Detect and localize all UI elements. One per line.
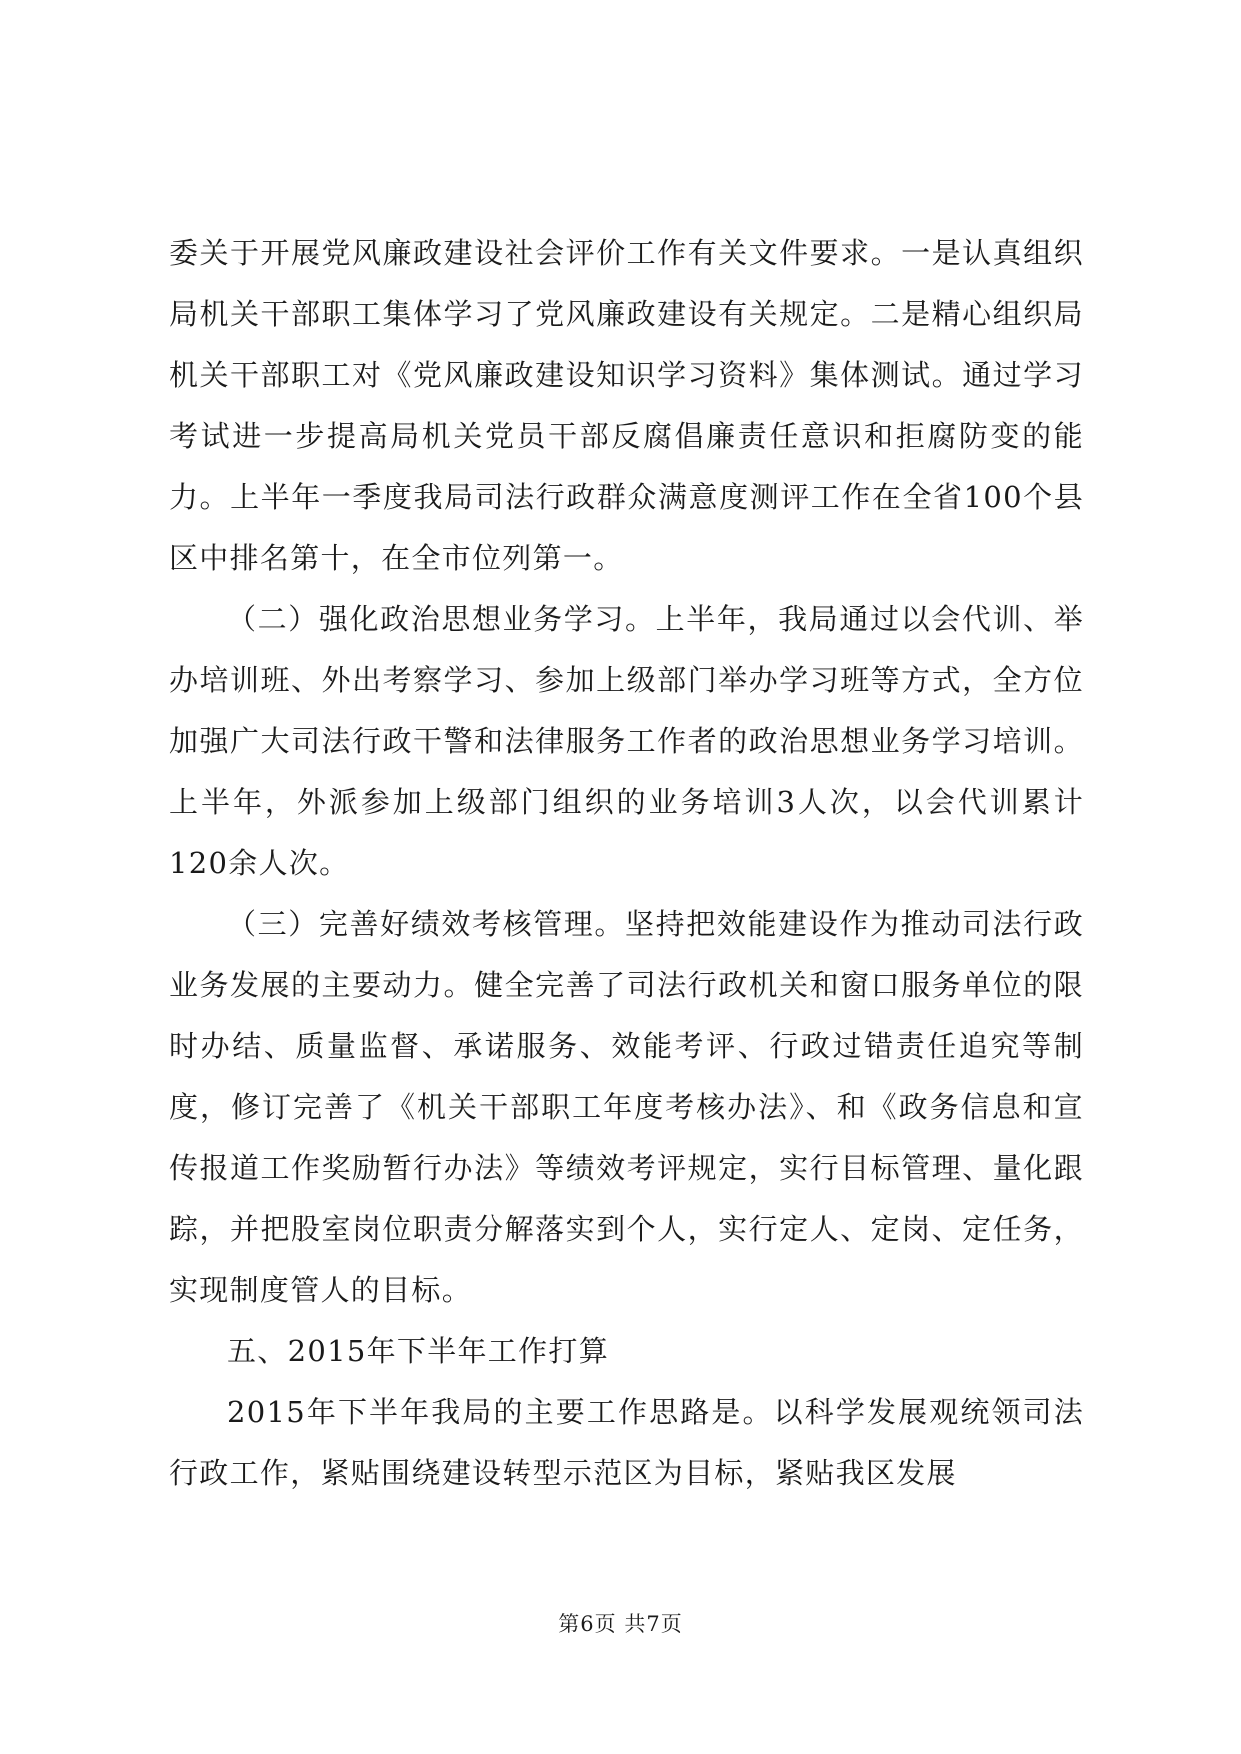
paragraph-party-conduct-evaluation: 委关于开展党风廉政建设社会评价工作有关文件要求。一是认真组织局机关干部职工集体学习了党风廉政建设有关规定。二是精心组织局机关干部职工对《党风廉政建设知识学习资料》集体测试。通过学习考试进一步提高局机关党员干部反腐倡廉责任意识和拒腐防变的能力。上半年一季度我局司法行政群众满意度测评工作在全省100个县区中排名第十，在全市位列第一。 xyxy=(169,236,1084,575)
section-heading-second-half-plan: 五、2015年下半年工作打算 xyxy=(227,1334,610,1368)
paragraph-work-approach: 2015年下半年我局的主要工作思路是。以科学发展观统领司法行政工作，紧贴围绕建设转型示范区为目标，紧贴我区发展 xyxy=(169,1395,1084,1490)
page-number-footer: 第6页 共7页 xyxy=(558,1612,683,1636)
document-body xyxy=(169,223,1084,1504)
paragraph-political-study: （二）强化政治思想业务学习。上半年，我局通过以会代训、举办培训班、外出考察学习、参加上级部门举办学习班等方式，全方位加强广大司法行政干警和法律服务工作者的政治思想业务学习培训。上半年，外派参加上级部门组织的业务培训3人次，以会代训累计120余人次。 xyxy=(169,602,1084,880)
paragraph-performance-assessment: （三）完善好绩效考核管理。坚持把效能建设作为推动司法行政业务发展的主要动力。健全完善了司法行政机关和窗口服务单位的限时办结、质量监督、承诺服务、效能考评、行政过错责任追究等制度，修订完善了《机关干部职工年度考核办法》、和《政务信息和宣传报道工作奖励暂行办法》等绩效考评规定，实行目标管理、量化跟踪，并把股室岗位职责分解落实到个人，实行定人、定岗、定任务，实现制度管人的目标。 xyxy=(169,907,1084,1307)
